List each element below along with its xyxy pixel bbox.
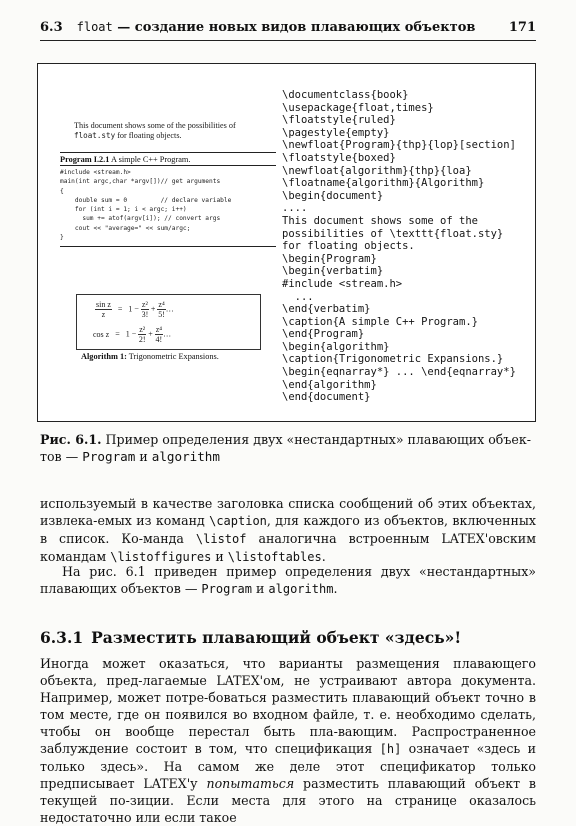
header-command: float bbox=[76, 20, 113, 34]
program-mid-rule bbox=[60, 165, 276, 166]
source-line: \begin{eqnarray*} ... \end{eqnarray*} bbox=[282, 366, 516, 379]
paragraph-3: Иногда может оказаться, что варианты размещения плавающего объекта, пред-лагаемые LATEX'ом, не устраивают автора документа. Например, может потре-боваться разместить плавающий объект точно в том месте, где он появился во входном файле, т. е. необходимо сделать, чтобы он вообще перестал быть пла-вающим. Распространенное заблуждение состоит в том, что спецификация [h] означает «здесь и только здесь». На самом же деле этот спецификатор только предписывает LATEX'у попытаться разместить плавающий объект в текущей по-зиции. Если места для этого на странице оказалось недостаточно или если такое bbox=[40, 656, 536, 825]
program-bottom-rule bbox=[60, 246, 276, 247]
source-line: .... bbox=[282, 202, 308, 215]
program-caption: Program I.2.1 A simple C++ Program. bbox=[60, 155, 191, 164]
source-line: \newfloat{algorithm}{thp}{loa} bbox=[282, 164, 472, 177]
page-number: 171 bbox=[508, 20, 536, 35]
code-line: sum += atof(argv[i]); // convert args bbox=[60, 215, 221, 223]
source-line: \begin{Program} bbox=[282, 252, 377, 265]
source-line: \end{verbatim} bbox=[282, 303, 371, 316]
running-header bbox=[40, 20, 536, 40]
source-line: \begin{algorithm} bbox=[282, 340, 390, 353]
source-line: ... bbox=[282, 290, 314, 303]
source-line: \end{Program} bbox=[282, 328, 365, 341]
paragraph-2: На рис. 6.1 приведен пример определения двух «нестандартных» плавающих объектов — Program и algorithm. bbox=[40, 564, 536, 596]
output-intro-text: This document shows some of the possibilities of float.sty for floating objects. bbox=[74, 121, 236, 140]
code-line: #include <stream.h> bbox=[60, 169, 131, 176]
source-line: \usepackage{float,times} bbox=[282, 101, 434, 114]
section-number: 6.3 bbox=[40, 20, 63, 35]
source-line: \end{document} bbox=[282, 391, 371, 404]
header-rule bbox=[40, 40, 536, 41]
source-line: possibilities of \texttt{float.sty} bbox=[282, 227, 504, 240]
source-line: \floatstyle{boxed} bbox=[282, 151, 396, 164]
source-line: \floatname{algorithm}{Algorithm} bbox=[282, 177, 485, 190]
source-line: This document shows some of the bbox=[282, 214, 478, 227]
source-line: \caption{Trigonometric Expansions.} bbox=[282, 353, 504, 366]
equation-cos: cos z = 1 − $\frac{\text{z²}}{2!}$ + $\frac{\text{z⁴}}{4!}$ … bbox=[93, 325, 172, 344]
source-line: \floatstyle{ruled} bbox=[282, 114, 396, 127]
source-line: #include <stream.h> bbox=[282, 277, 403, 290]
code-line: for (int i = 1; i < argc; i++) bbox=[60, 206, 187, 214]
latex-source bbox=[282, 89, 532, 404]
code-line: } bbox=[60, 234, 64, 242]
paragraph-1: используемый в качестве заголовка списка сообщений об этих объектах, извлека-емых из команд \caption, для каждого из объектов, включенных в список. Ко-манда \listof аналогична встроенным LATEX'овским командам \listoffigures и \listoftables. bbox=[40, 496, 536, 564]
code-line: { bbox=[60, 187, 64, 195]
source-line: \end{algorithm} bbox=[282, 378, 377, 391]
header-title-text: — создание новых видов плавающих объектов bbox=[112, 20, 476, 35]
source-line: for floating objects. bbox=[282, 240, 415, 253]
running-header-title bbox=[40, 20, 475, 35]
code-line: main(int argc,char *argv[])// get arguments bbox=[60, 178, 221, 186]
source-line: \begin{verbatim} bbox=[282, 265, 384, 278]
algorithm-float bbox=[60, 282, 276, 361]
output-intro bbox=[60, 121, 275, 141]
algorithm-caption: Algorithm 1: Trigonometric Expansions. bbox=[81, 352, 219, 361]
source-line: \documentclass{book} bbox=[282, 89, 409, 101]
source-line: \pagestyle{empty} bbox=[282, 126, 390, 139]
algorithm-box bbox=[76, 294, 261, 350]
source-line: \caption{A simple C++ Program.} bbox=[282, 315, 478, 328]
code-line: double sum = 0 // declare variable bbox=[60, 196, 232, 204]
source-line: \begin{document} bbox=[282, 189, 384, 202]
program-float bbox=[60, 152, 276, 247]
figure-caption: Рис. 6.1. Пример определения двух «нестандартных» плавающих объек-тов — Program и algorithm bbox=[40, 432, 531, 464]
code-line: cout << "average=" << sum/argc; bbox=[60, 224, 191, 232]
subsection-heading: 6.3.1 Разместить плавающий объект «здесь»! bbox=[40, 628, 462, 647]
source-line: \newfloat{Program}{thp}{lop}[section] bbox=[282, 139, 516, 152]
equation-sin: $\frac{\text{sin z}}{z}$ = 1 − $\frac{\text{z²}}{3!}$ + $\frac{\text{z⁴}}{5!}$ … bbox=[96, 300, 174, 319]
program-code bbox=[60, 168, 276, 242]
